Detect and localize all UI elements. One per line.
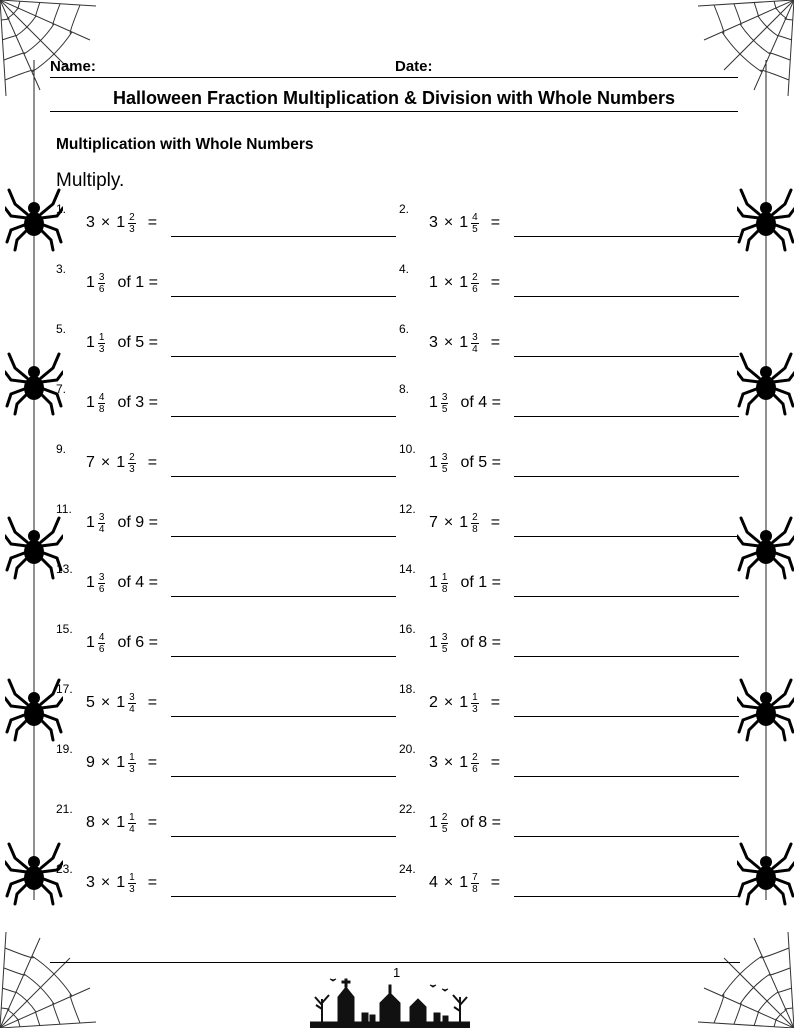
problem-expression	[86, 806, 163, 840]
problem-number: 21.	[56, 802, 73, 816]
problem-expression	[429, 206, 506, 240]
expression-suffix: =	[147, 754, 158, 771]
problem-number: 19.	[56, 742, 73, 756]
answer-line[interactable]	[514, 656, 739, 657]
expression-suffix: of 1 =	[117, 274, 158, 291]
numerator: 3	[441, 631, 448, 643]
problem-number: 24.	[399, 862, 416, 876]
problem-item	[56, 202, 396, 242]
problem-expression	[429, 806, 507, 840]
answer-line[interactable]	[514, 776, 739, 777]
expression-suffix: =	[147, 874, 158, 891]
expression-suffix: =	[490, 214, 501, 231]
numerator: 2	[129, 451, 135, 463]
expression-term: 4	[429, 874, 438, 891]
problem-item	[56, 322, 396, 362]
expression-term: 7	[429, 514, 438, 531]
numerator: 4	[98, 391, 105, 403]
denominator: 3	[472, 703, 478, 715]
denominator: 4	[129, 823, 135, 835]
fraction	[441, 632, 455, 655]
problem-expression	[86, 686, 163, 720]
problem-number: 8.	[399, 382, 410, 396]
answer-line[interactable]	[514, 236, 739, 237]
problem-item	[56, 442, 396, 482]
expression-term: ×	[100, 694, 111, 711]
expression-term: ×	[443, 694, 454, 711]
problem-expression	[86, 506, 164, 540]
fraction	[471, 512, 485, 535]
denominator: 8	[472, 523, 478, 535]
problem-item	[56, 382, 396, 422]
spider-icon	[737, 836, 794, 906]
expression-suffix: =	[147, 814, 158, 831]
problem-expression	[429, 746, 506, 780]
expression-term: ×	[443, 214, 454, 231]
fraction	[98, 392, 112, 415]
denominator: 3	[129, 883, 135, 895]
problem-item	[399, 622, 739, 662]
answer-line[interactable]	[514, 296, 739, 297]
expression-term: 1	[116, 754, 126, 771]
numerator: 2	[472, 511, 478, 523]
problem-number: 6.	[399, 322, 410, 336]
denominator: 4	[98, 523, 105, 535]
expression-term: 1	[116, 214, 126, 231]
expression-term: 1	[86, 574, 95, 591]
expression-suffix: of 3 =	[117, 394, 158, 411]
fraction	[471, 692, 485, 715]
answer-line[interactable]	[171, 716, 396, 717]
expression-term: 1	[116, 814, 126, 831]
fraction	[98, 332, 112, 355]
problem-item	[56, 802, 396, 842]
answer-line[interactable]	[171, 656, 396, 657]
page-title: Halloween Fraction Multiplication & Division with Whole Numbers	[50, 88, 738, 112]
answer-line[interactable]	[171, 416, 396, 417]
problem-item	[56, 862, 396, 902]
fraction	[98, 512, 112, 535]
expression-term: 3	[86, 874, 95, 891]
problem-expression	[86, 626, 164, 660]
expression-suffix: =	[490, 334, 501, 351]
problem-expression	[86, 386, 164, 420]
denominator: 8	[98, 403, 105, 415]
problem-expression	[429, 866, 506, 900]
problem-number: 15.	[56, 622, 73, 636]
fraction	[441, 452, 455, 475]
fraction	[471, 872, 485, 895]
problem-number: 12.	[399, 502, 416, 516]
expression-suffix: =	[490, 274, 501, 291]
spider-web-icon	[0, 932, 96, 1028]
fraction	[471, 752, 485, 775]
numerator: 3	[441, 451, 448, 463]
answer-line[interactable]	[171, 836, 396, 837]
expression-term: 1	[86, 334, 95, 351]
problem-number: 4.	[399, 262, 410, 276]
denominator: 3	[129, 463, 135, 475]
name-date-header	[50, 56, 738, 78]
problem-number: 11.	[56, 502, 72, 516]
answer-line[interactable]	[171, 296, 396, 297]
fraction	[128, 452, 142, 475]
problem-expression	[86, 326, 164, 360]
problem-expression	[429, 506, 506, 540]
expression-term: 1	[116, 454, 126, 471]
numerator: 4	[472, 211, 478, 223]
problem-number: 18.	[399, 682, 416, 696]
expression-suffix: of 5 =	[460, 454, 501, 471]
problem-item	[56, 622, 396, 662]
problem-number: 20.	[399, 742, 416, 756]
problem-item	[399, 862, 739, 902]
problem-number: 10.	[399, 442, 416, 456]
problem-number: 22.	[399, 802, 416, 816]
answer-line[interactable]	[171, 596, 396, 597]
answer-line[interactable]	[514, 416, 739, 417]
denominator: 6	[98, 583, 105, 595]
problem-expression	[429, 566, 507, 600]
problem-expression	[429, 686, 506, 720]
problem-number: 14.	[399, 562, 416, 576]
problem-expression	[429, 326, 506, 360]
spider-icon	[5, 182, 63, 252]
footer-divider	[50, 962, 740, 963]
numerator: 1	[129, 811, 135, 823]
date-label: Date:	[395, 58, 433, 75]
fraction	[441, 812, 455, 835]
spider-web-icon	[0, 0, 96, 96]
problem-number: 16.	[399, 622, 416, 636]
numerator: 3	[98, 571, 105, 583]
problem-expression	[86, 206, 163, 240]
numerator: 2	[472, 271, 478, 283]
problem-number: 13.	[56, 562, 73, 576]
numerator: 1	[129, 751, 135, 763]
expression-term: 9	[86, 754, 95, 771]
expression-term: 1	[459, 874, 469, 891]
expression-term: 2	[429, 694, 438, 711]
fraction	[98, 572, 112, 595]
denominator: 4	[472, 343, 478, 355]
problem-item	[56, 742, 396, 782]
problem-item	[399, 742, 739, 782]
expression-suffix: of 6 =	[117, 634, 158, 651]
expression-term: ×	[100, 874, 111, 891]
problem-expression	[429, 446, 507, 480]
denominator: 5	[441, 403, 448, 415]
numerator: 1	[129, 871, 135, 883]
problem-expression	[429, 386, 507, 420]
problem-item	[399, 502, 739, 542]
expression-term: 1	[459, 514, 469, 531]
fraction	[128, 752, 142, 775]
problem-item	[56, 502, 396, 542]
expression-suffix: of 5 =	[117, 334, 158, 351]
problem-number: 2.	[399, 202, 410, 216]
expression-term: ×	[443, 274, 454, 291]
problem-expression	[429, 266, 506, 300]
numerator: 1	[441, 571, 448, 583]
denominator: 3	[129, 763, 135, 775]
name-label: Name:	[50, 58, 96, 75]
denominator: 6	[472, 283, 478, 295]
problem-expression	[86, 866, 163, 900]
expression-term: ×	[100, 814, 111, 831]
graveyard-silhouette-icon	[310, 975, 470, 1028]
numerator: 3	[472, 331, 478, 343]
problem-expression	[86, 446, 163, 480]
spider-icon	[5, 510, 63, 580]
answer-line[interactable]	[514, 896, 739, 897]
answer-line[interactable]	[171, 776, 396, 777]
problem-item	[56, 562, 396, 602]
expression-term: 1	[429, 454, 438, 471]
problem-number: 7.	[56, 382, 67, 396]
expression-suffix: =	[490, 514, 501, 531]
denominator: 8	[472, 883, 478, 895]
problem-item	[399, 382, 739, 422]
expression-term: 1	[459, 274, 469, 291]
spider-icon	[737, 182, 794, 252]
problem-item	[399, 682, 739, 722]
expression-term: 1	[459, 754, 469, 771]
problem-expression	[86, 266, 164, 300]
problem-number: 23.	[56, 862, 73, 876]
expression-suffix: =	[490, 874, 501, 891]
spider-icon	[5, 836, 63, 906]
spider-icon	[737, 346, 794, 416]
numerator: 3	[129, 691, 135, 703]
expression-term: 1	[429, 574, 438, 591]
denominator: 5	[441, 463, 448, 475]
answer-line[interactable]	[171, 536, 396, 537]
expression-term: ×	[443, 514, 454, 531]
denominator: 3	[98, 343, 105, 355]
problem-number: 5.	[56, 322, 67, 336]
problem-expression	[429, 626, 507, 660]
spider-web-icon	[698, 932, 794, 1028]
problem-number: 1.	[56, 202, 67, 216]
expression-term: 1	[429, 634, 438, 651]
expression-suffix: of 9 =	[117, 514, 158, 531]
expression-term: ×	[100, 214, 111, 231]
problem-number: 3.	[56, 262, 67, 276]
expression-suffix: of 8 =	[460, 634, 501, 651]
problem-item	[399, 802, 739, 842]
expression-suffix: of 4 =	[460, 394, 501, 411]
expression-term: 3	[429, 754, 438, 771]
expression-term: 8	[86, 814, 95, 831]
fraction	[441, 572, 455, 595]
fraction	[98, 632, 112, 655]
numerator: 2	[129, 211, 135, 223]
expression-term: ×	[100, 754, 111, 771]
denominator: 5	[472, 223, 478, 235]
expression-term: 1	[116, 694, 126, 711]
denominator: 5	[441, 643, 448, 655]
expression-suffix: =	[147, 694, 158, 711]
problem-item	[56, 262, 396, 302]
answer-line[interactable]	[514, 836, 739, 837]
fraction	[471, 332, 485, 355]
problem-item	[399, 262, 739, 302]
expression-term: ×	[100, 454, 111, 471]
answer-line[interactable]	[514, 356, 739, 357]
expression-term: 1	[86, 274, 95, 291]
expression-term: 1	[116, 874, 126, 891]
numerator: 3	[98, 271, 105, 283]
expression-term: 1	[86, 514, 95, 531]
answer-line[interactable]	[514, 716, 739, 717]
numerator: 2	[441, 811, 448, 823]
denominator: 6	[98, 643, 105, 655]
expression-term: 1	[86, 634, 95, 651]
expression-suffix: =	[490, 694, 501, 711]
problem-item	[56, 682, 396, 722]
answer-line[interactable]	[514, 596, 739, 597]
expression-term: 1	[459, 334, 469, 351]
fraction	[128, 872, 142, 895]
section-heading: Multiplication with Whole Numbers	[56, 136, 314, 153]
spider-icon	[737, 510, 794, 580]
answer-line[interactable]	[171, 896, 396, 897]
answer-line[interactable]	[171, 236, 396, 237]
problem-expression	[86, 566, 164, 600]
fraction	[128, 212, 142, 235]
answer-line[interactable]	[171, 356, 396, 357]
fraction	[471, 212, 485, 235]
expression-term: 1	[429, 394, 438, 411]
expression-suffix: of 8 =	[460, 814, 501, 831]
expression-term: 3	[86, 214, 95, 231]
fraction	[98, 272, 112, 295]
problem-number: 9.	[56, 442, 67, 456]
expression-term: ×	[443, 334, 454, 351]
fraction	[441, 392, 455, 415]
spider-icon	[5, 672, 63, 742]
denominator: 5	[441, 823, 448, 835]
fraction	[128, 812, 142, 835]
expression-term: 1	[86, 394, 95, 411]
fraction	[471, 272, 485, 295]
numerator: 4	[98, 631, 105, 643]
denominator: 6	[98, 283, 105, 295]
numerator: 3	[98, 511, 105, 523]
denominator: 8	[441, 583, 448, 595]
expression-suffix: of 1 =	[460, 574, 501, 591]
expression-term: ×	[443, 874, 454, 891]
expression-term: 5	[86, 694, 95, 711]
denominator: 4	[129, 703, 135, 715]
expression-term: 3	[429, 334, 438, 351]
denominator: 3	[129, 223, 135, 235]
problem-item	[399, 562, 739, 602]
denominator: 6	[472, 763, 478, 775]
expression-suffix: =	[490, 754, 501, 771]
numerator: 1	[98, 331, 105, 343]
expression-suffix: =	[147, 454, 158, 471]
spider-web-icon	[698, 0, 794, 96]
page-number: 1	[393, 965, 401, 980]
spider-icon	[737, 672, 794, 742]
numerator: 7	[472, 871, 478, 883]
numerator: 3	[441, 391, 448, 403]
problem-expression	[86, 746, 163, 780]
expression-term: 1	[459, 694, 469, 711]
expression-term: 1	[429, 814, 438, 831]
answer-line[interactable]	[171, 476, 396, 477]
expression-term: 1	[459, 214, 469, 231]
problem-item	[399, 442, 739, 482]
answer-line[interactable]	[514, 536, 739, 537]
answer-line[interactable]	[514, 476, 739, 477]
problem-number: 17.	[56, 682, 73, 696]
problem-item	[399, 202, 739, 242]
expression-suffix: of 4 =	[117, 574, 158, 591]
expression-term: 7	[86, 454, 95, 471]
fraction	[128, 692, 142, 715]
instruction-text: Multiply.	[56, 170, 125, 191]
expression-term: 1	[429, 274, 438, 291]
expression-term: ×	[443, 754, 454, 771]
expression-suffix: =	[147, 214, 158, 231]
expression-term: 3	[429, 214, 438, 231]
numerator: 1	[472, 691, 478, 703]
numerator: 2	[472, 751, 478, 763]
spider-icon	[5, 346, 63, 416]
problem-item	[399, 322, 739, 362]
